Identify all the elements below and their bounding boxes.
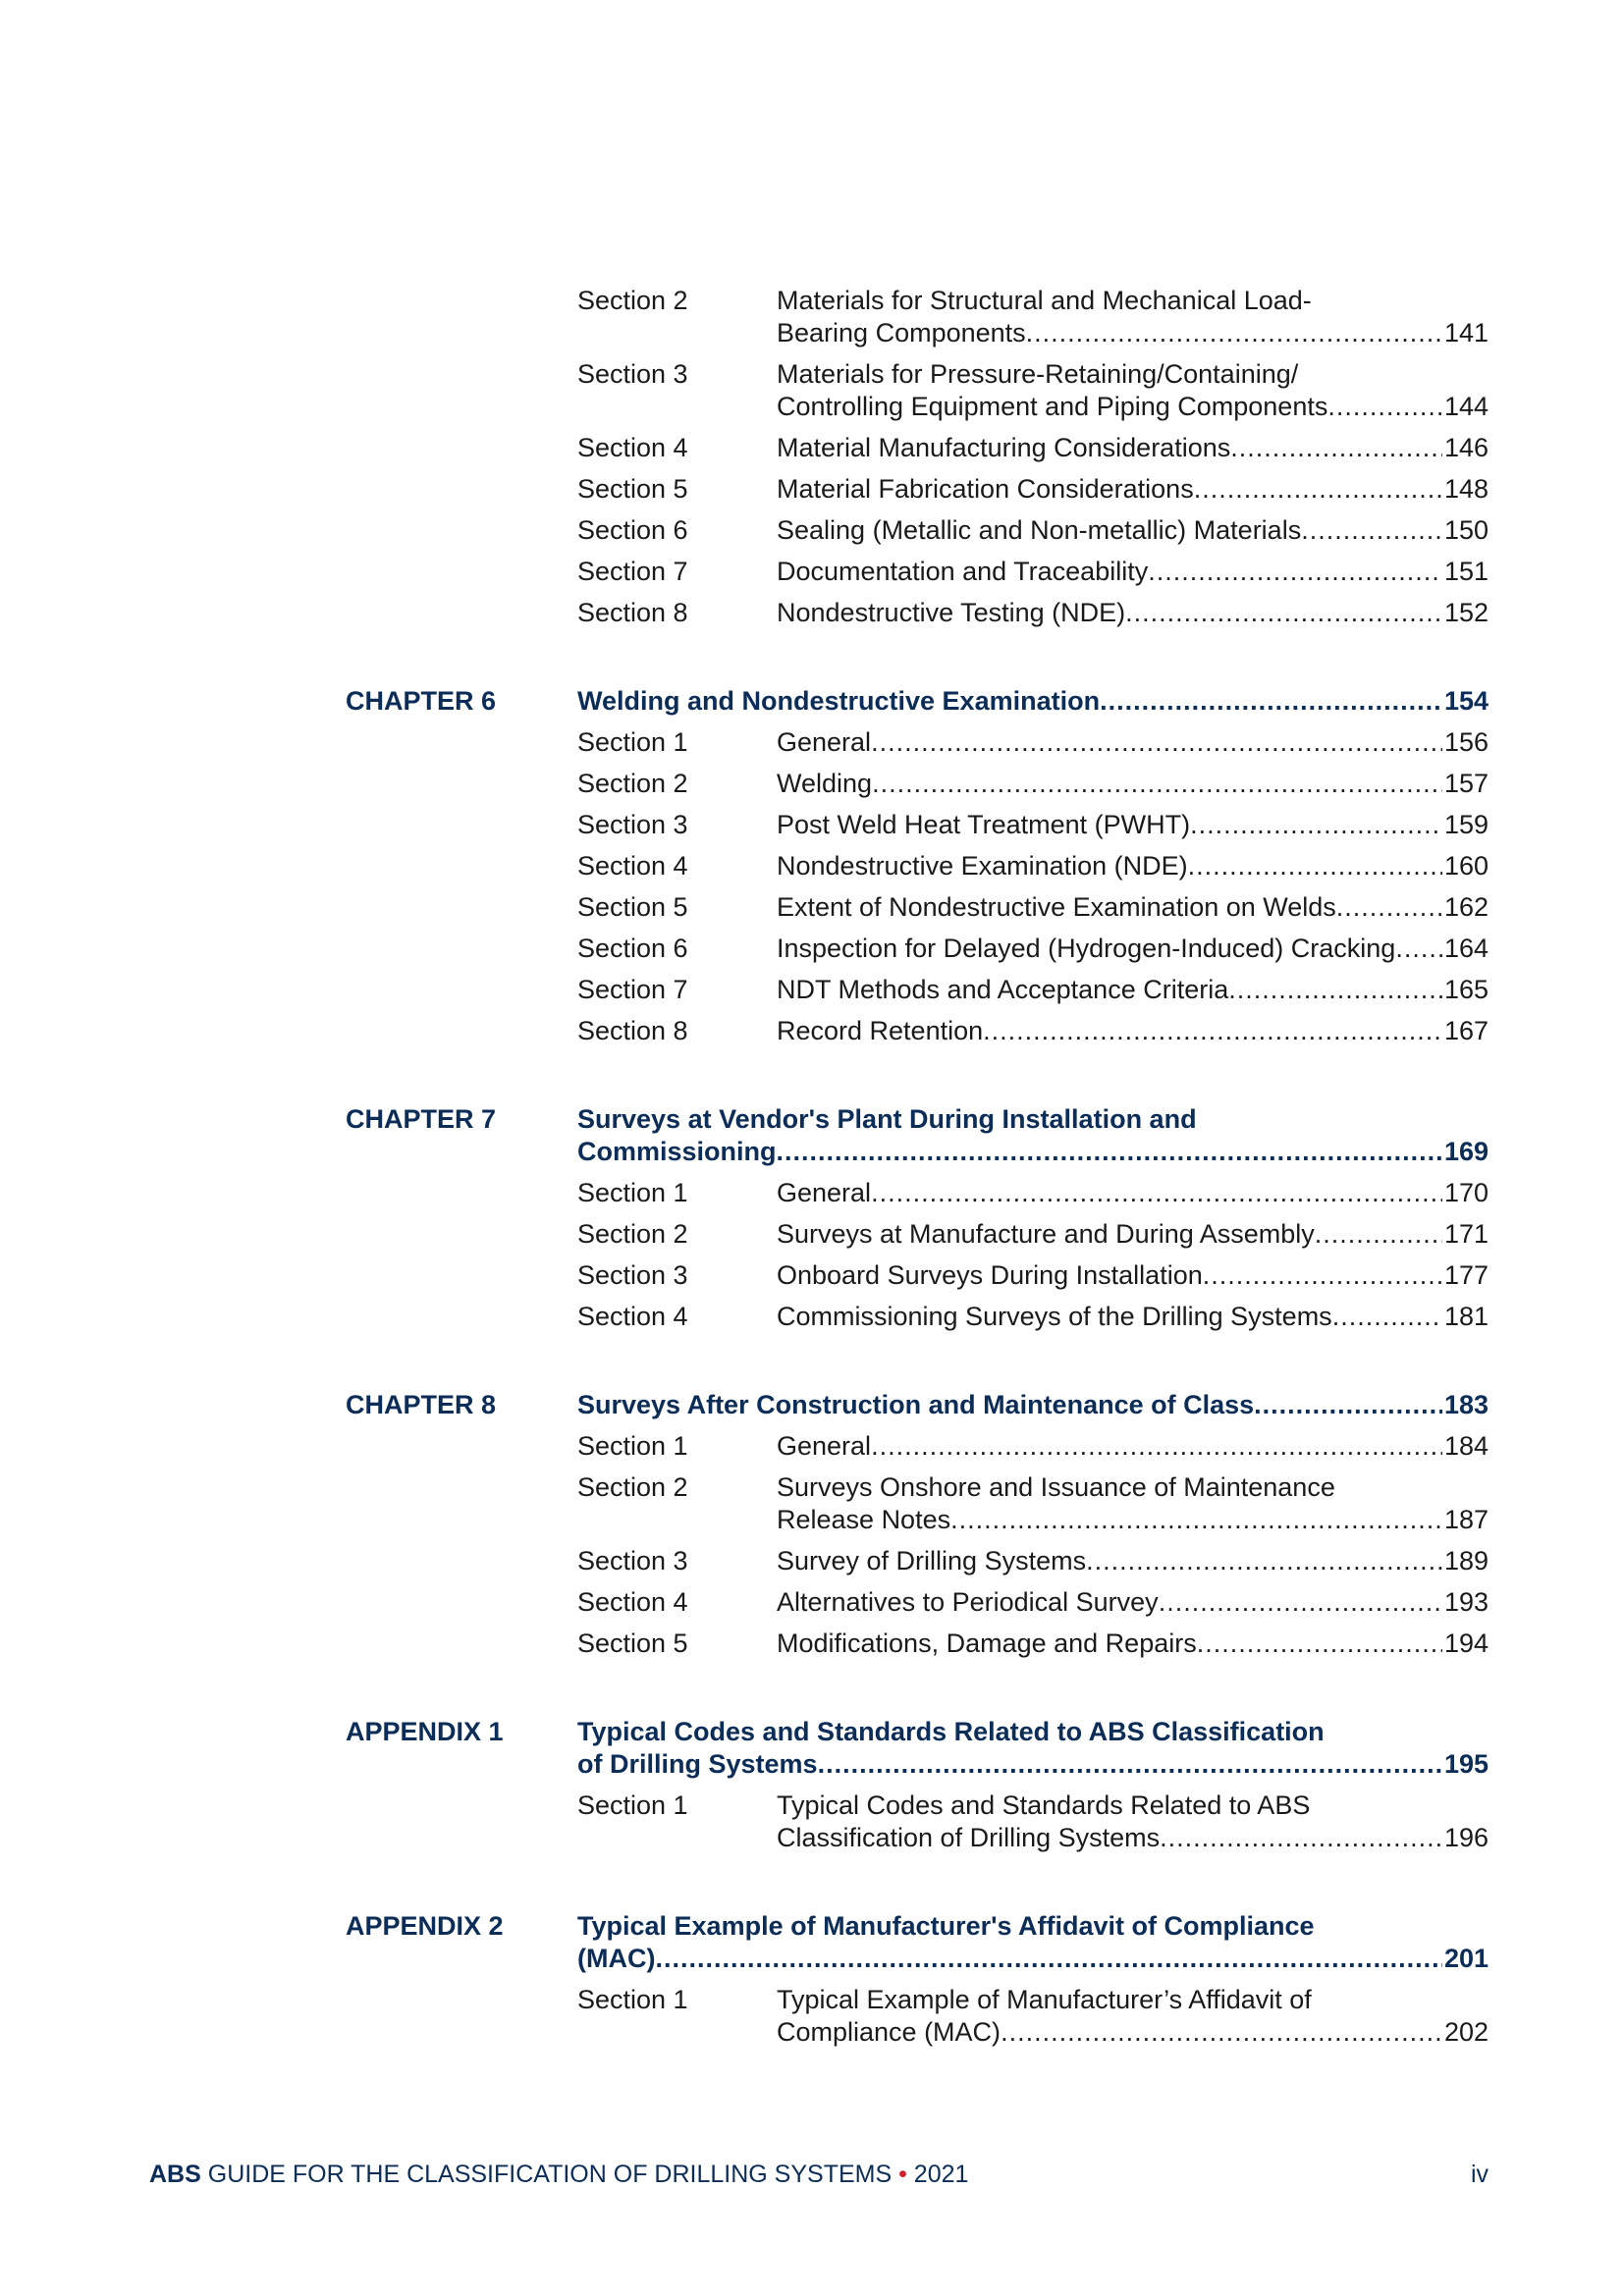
dot-leader [1301,514,1442,547]
entry-label: Section 3 [577,359,688,389]
page-number-link[interactable]: 195 [1443,1749,1489,1779]
page-number-link[interactable]: 177 [1443,1260,1489,1290]
entry-label: Section 4 [577,433,688,462]
entry-title [777,514,1489,547]
title-line: Surveys at Manufacture and During Assembly [777,1219,1315,1249]
page-number-link[interactable]: 156 [1443,727,1489,757]
title-line: General [777,1178,872,1207]
toc-section-entry[interactable] [0,285,1624,358]
entry-title [577,1389,1489,1421]
dot-leader [1230,432,1442,464]
entry-label: Section 5 [577,474,688,504]
title-line: General [777,727,872,757]
toc-chapter-entry[interactable] [0,1389,1624,1430]
entry-title [777,1789,1489,1854]
title-line: Materials for Structural and Mechanical Load- [777,286,1312,315]
entry-label: Section 3 [577,810,688,839]
dot-leader [1160,1822,1442,1854]
dot-leader [871,1177,1442,1209]
toc-section-entry[interactable] [0,809,1624,850]
dot-leader [1327,391,1442,423]
title-line: Extent of Nondestructive Examination on Welds [777,892,1336,922]
page-number-link[interactable]: 165 [1443,975,1489,1004]
page-number-link[interactable]: 162 [1443,892,1489,922]
title-line: Bearing Components [777,318,1026,347]
title-line: Nondestructive Examination (NDE) [777,851,1188,881]
entry-label: CHAPTER 8 [346,1390,497,1419]
dot-leader [1188,850,1442,882]
toc-section-entry[interactable] [0,850,1624,891]
dot-leader [1395,933,1442,965]
entry-title [577,685,1489,718]
footer-separator: • [898,2161,907,2188]
dot-leader [1254,1389,1442,1421]
toc-section-entry[interactable] [0,974,1624,1015]
entry-title [777,974,1489,1006]
dot-leader [950,1504,1442,1536]
title-line: Documentation and Traceability [777,557,1149,586]
toc-section-entry[interactable] [0,1628,1624,1669]
entry-title [777,1015,1489,1047]
toc-section-entry[interactable] [0,1471,1624,1545]
toc-section-entry[interactable] [0,891,1624,933]
entry-title [777,1177,1489,1209]
page-number-link[interactable]: 141 [1443,318,1489,347]
title-line: (MAC) [577,1944,656,1973]
entry-label: Section 8 [577,1016,688,1045]
entry-title [777,1301,1489,1333]
entry-title [777,1984,1489,2049]
dot-leader [1086,1545,1442,1577]
entry-title [777,1471,1489,1536]
entry-label: Section 5 [577,892,688,922]
page-number-link[interactable]: 151 [1443,557,1489,586]
page-number-link[interactable]: 164 [1443,934,1489,963]
entry-label: Section 5 [577,1629,688,1658]
toc-section-entry[interactable] [0,1301,1624,1342]
entry-title [777,473,1489,506]
entry-title [777,1430,1489,1463]
page-number-link[interactable]: 144 [1443,392,1489,421]
entry-label: Section 2 [577,286,688,315]
entry-title [777,850,1489,882]
page-footer [149,2160,1489,2189]
toc-chapter-entry[interactable] [0,1910,1624,1984]
page-number-link[interactable]: 201 [1443,1944,1489,1973]
title-line: Material Manufacturing Considerations [777,433,1231,462]
toc-section-entry[interactable] [0,768,1624,809]
toc-section-entry[interactable] [0,726,1624,768]
entry-label: Section 2 [577,1472,688,1502]
entry-label: Section 6 [577,934,688,963]
entry-title [777,432,1489,464]
title-line: Typical Example of Manufacturer's Affidavit of Compliance [577,1911,1315,1941]
dot-leader [871,726,1442,759]
title-line: Surveys Onshore and Issuance of Maintenance [777,1472,1335,1502]
entry-title [777,726,1489,759]
page-number-link[interactable]: 196 [1443,1823,1489,1852]
toc-section-entry[interactable] [0,597,1624,638]
page-number-link[interactable]: 157 [1443,769,1489,798]
entry-title [577,1716,1489,1781]
page-number-link[interactable]: 181 [1443,1302,1489,1331]
toc-section-entry[interactable] [0,473,1624,514]
entry-label: Section 1 [577,1790,688,1820]
page-number: iv [1470,2161,1489,2188]
page-number-link[interactable]: 146 [1443,433,1489,462]
dot-leader [1001,2016,1442,2049]
dot-leader [655,1943,1441,1975]
toc-section-entry[interactable] [0,514,1624,556]
dot-leader [1159,1586,1442,1619]
entry-label: Section 1 [577,727,688,757]
page-number-link[interactable]: 154 [1443,686,1489,716]
entry-label: CHAPTER 7 [346,1104,497,1134]
entry-label: Section 1 [577,1178,688,1207]
toc-section-entry[interactable] [0,1430,1624,1471]
toc-section-entry[interactable] [0,1259,1624,1301]
page-number-link[interactable]: 148 [1443,474,1489,504]
title-line: Welding [777,769,873,798]
title-line: Material Fabrication Considerations [777,474,1194,504]
page-number-link[interactable]: 152 [1443,598,1489,627]
page-number-link[interactable]: 170 [1443,1178,1489,1207]
entry-title [777,809,1489,841]
title-line: Typical Codes and Standards Related to ABS [777,1790,1311,1820]
title-line: Post Weld Heat Treatment (PWHT) [777,810,1191,839]
toc-chapter-entry[interactable] [0,685,1624,726]
entry-label: Section 8 [577,598,688,627]
page-number-link[interactable]: 160 [1443,851,1489,881]
dot-leader [1315,1218,1442,1251]
entry-title [777,768,1489,800]
title-line: Materials for Pressure-Retaining/Containing/ [777,359,1299,389]
entry-title [777,933,1489,965]
title-line: Classification of Drilling Systems [777,1823,1161,1852]
toc-section-entry[interactable] [0,1015,1624,1056]
title-line: Surveys at Vendor's Plant During Installation and [577,1104,1197,1134]
title-line: Onboard Surveys During Installation [777,1260,1203,1290]
dot-leader [1197,1628,1442,1660]
toc-section-entry[interactable] [0,1177,1624,1218]
title-line: NDT Methods and Acceptance Criteria [777,975,1229,1004]
page-number-link[interactable]: 183 [1443,1390,1489,1419]
entry-title [777,358,1489,423]
title-line: Sealing (Metallic and Non-metallic) Materials [777,515,1302,545]
title-line: Release Notes [777,1505,951,1534]
entry-label: Section 7 [577,975,688,1004]
page-number-link[interactable]: 193 [1443,1587,1489,1617]
toc-section-entry[interactable] [0,1586,1624,1628]
dot-leader [872,768,1442,800]
dot-leader [983,1015,1442,1047]
entry-label: Section 6 [577,515,688,545]
entry-label: Section 1 [577,1431,688,1461]
entry-title [577,1103,1489,1168]
dot-leader [1190,809,1442,841]
entry-title [777,891,1489,924]
entry-title [777,1259,1489,1292]
entry-label: Section 3 [577,1546,688,1575]
page-number-link[interactable]: 202 [1443,2017,1489,2047]
title-line: Typical Example of Manufacturer’s Affidavit of [777,1985,1312,2014]
page-number-link[interactable]: 187 [1443,1505,1489,1534]
toc-chapter-entry[interactable] [0,1103,1624,1177]
toc-section-entry[interactable] [0,432,1624,473]
dot-leader [1026,317,1442,349]
dot-leader [1194,473,1442,506]
page-number-link[interactable]: 184 [1443,1431,1489,1461]
title-line: Modifications, Damage and Repairs [777,1629,1197,1658]
title-line: Compliance (MAC) [777,2017,1001,2047]
entry-label: Section 4 [577,851,688,881]
title-line: Welding and Nondestructive Examination [577,686,1101,716]
toc-section-entry[interactable] [0,1789,1624,1863]
dot-leader [1336,891,1442,924]
entry-title [577,1910,1489,1975]
title-line: Alternatives to Periodical Survey [777,1587,1159,1617]
dot-leader [871,1430,1442,1463]
entry-label: Section 2 [577,1219,688,1249]
toc-section-entry[interactable] [0,1545,1624,1586]
entry-title [777,285,1489,349]
title-line: Survey of Drilling Systems [777,1546,1087,1575]
entry-label: APPENDIX 2 [346,1911,504,1941]
dot-leader [1148,556,1442,588]
entry-label: CHAPTER 6 [346,686,497,716]
toc-section-entry[interactable] [0,933,1624,974]
page-number-link[interactable]: 194 [1443,1629,1489,1658]
title-line: Commissioning Surveys of the Drilling Systems [777,1302,1332,1331]
toc-section-entry[interactable] [0,1218,1624,1259]
footer-year: 2021 [906,2161,969,2188]
toc-section-entry[interactable] [0,1984,1624,2057]
title-line: General [777,1431,872,1461]
entry-title [777,1545,1489,1577]
title-line: Surveys After Construction and Maintenance of Class [577,1390,1255,1419]
entry-title [777,1218,1489,1251]
dot-leader [1332,1301,1442,1333]
toc-chapter-entry[interactable] [0,1716,1624,1789]
entry-title [777,597,1489,629]
title-line: Typical Codes and Standards Related to ABS Classification [577,1717,1325,1746]
title-line: Controlling Equipment and Piping Components [777,392,1328,421]
page-number-link[interactable]: 171 [1443,1219,1489,1249]
title-line: Nondestructive Testing (NDE) [777,598,1126,627]
title-line: Inspection for Delayed (Hydrogen-Induced) Cracking [777,934,1396,963]
footer-brand: ABS [149,2161,201,2188]
dot-leader [1100,685,1442,718]
table-of-contents [0,285,1624,2057]
entry-title [777,1586,1489,1619]
title-line: Commissioning [577,1137,777,1166]
toc-section-entry[interactable] [0,556,1624,597]
toc-section-entry[interactable] [0,358,1624,432]
entry-title [777,1628,1489,1660]
entry-title [777,556,1489,588]
entry-label: Section 4 [577,1587,688,1617]
page-number-link[interactable]: 159 [1443,810,1489,839]
dot-leader [1125,597,1442,629]
entry-label: Section 2 [577,769,688,798]
dot-leader [777,1136,1442,1168]
footer-title: GUIDE FOR THE CLASSIFICATION OF DRILLING SYSTEMS [200,2161,899,2188]
title-line: of Drilling Systems [577,1749,818,1779]
title-line: Record Retention [777,1016,984,1045]
dot-leader [1203,1259,1442,1292]
page-number-link[interactable]: 169 [1443,1137,1489,1166]
dot-leader [818,1748,1442,1781]
entry-label: Section 7 [577,557,688,586]
page-number-link[interactable]: 189 [1443,1546,1489,1575]
dot-leader [1228,974,1442,1006]
entry-label: Section 3 [577,1260,688,1290]
page-number-link[interactable]: 150 [1443,515,1489,545]
page-number-link[interactable]: 167 [1443,1016,1489,1045]
entry-label: APPENDIX 1 [346,1717,504,1746]
entry-label: Section 4 [577,1302,688,1331]
entry-label: Section 1 [577,1985,688,2014]
